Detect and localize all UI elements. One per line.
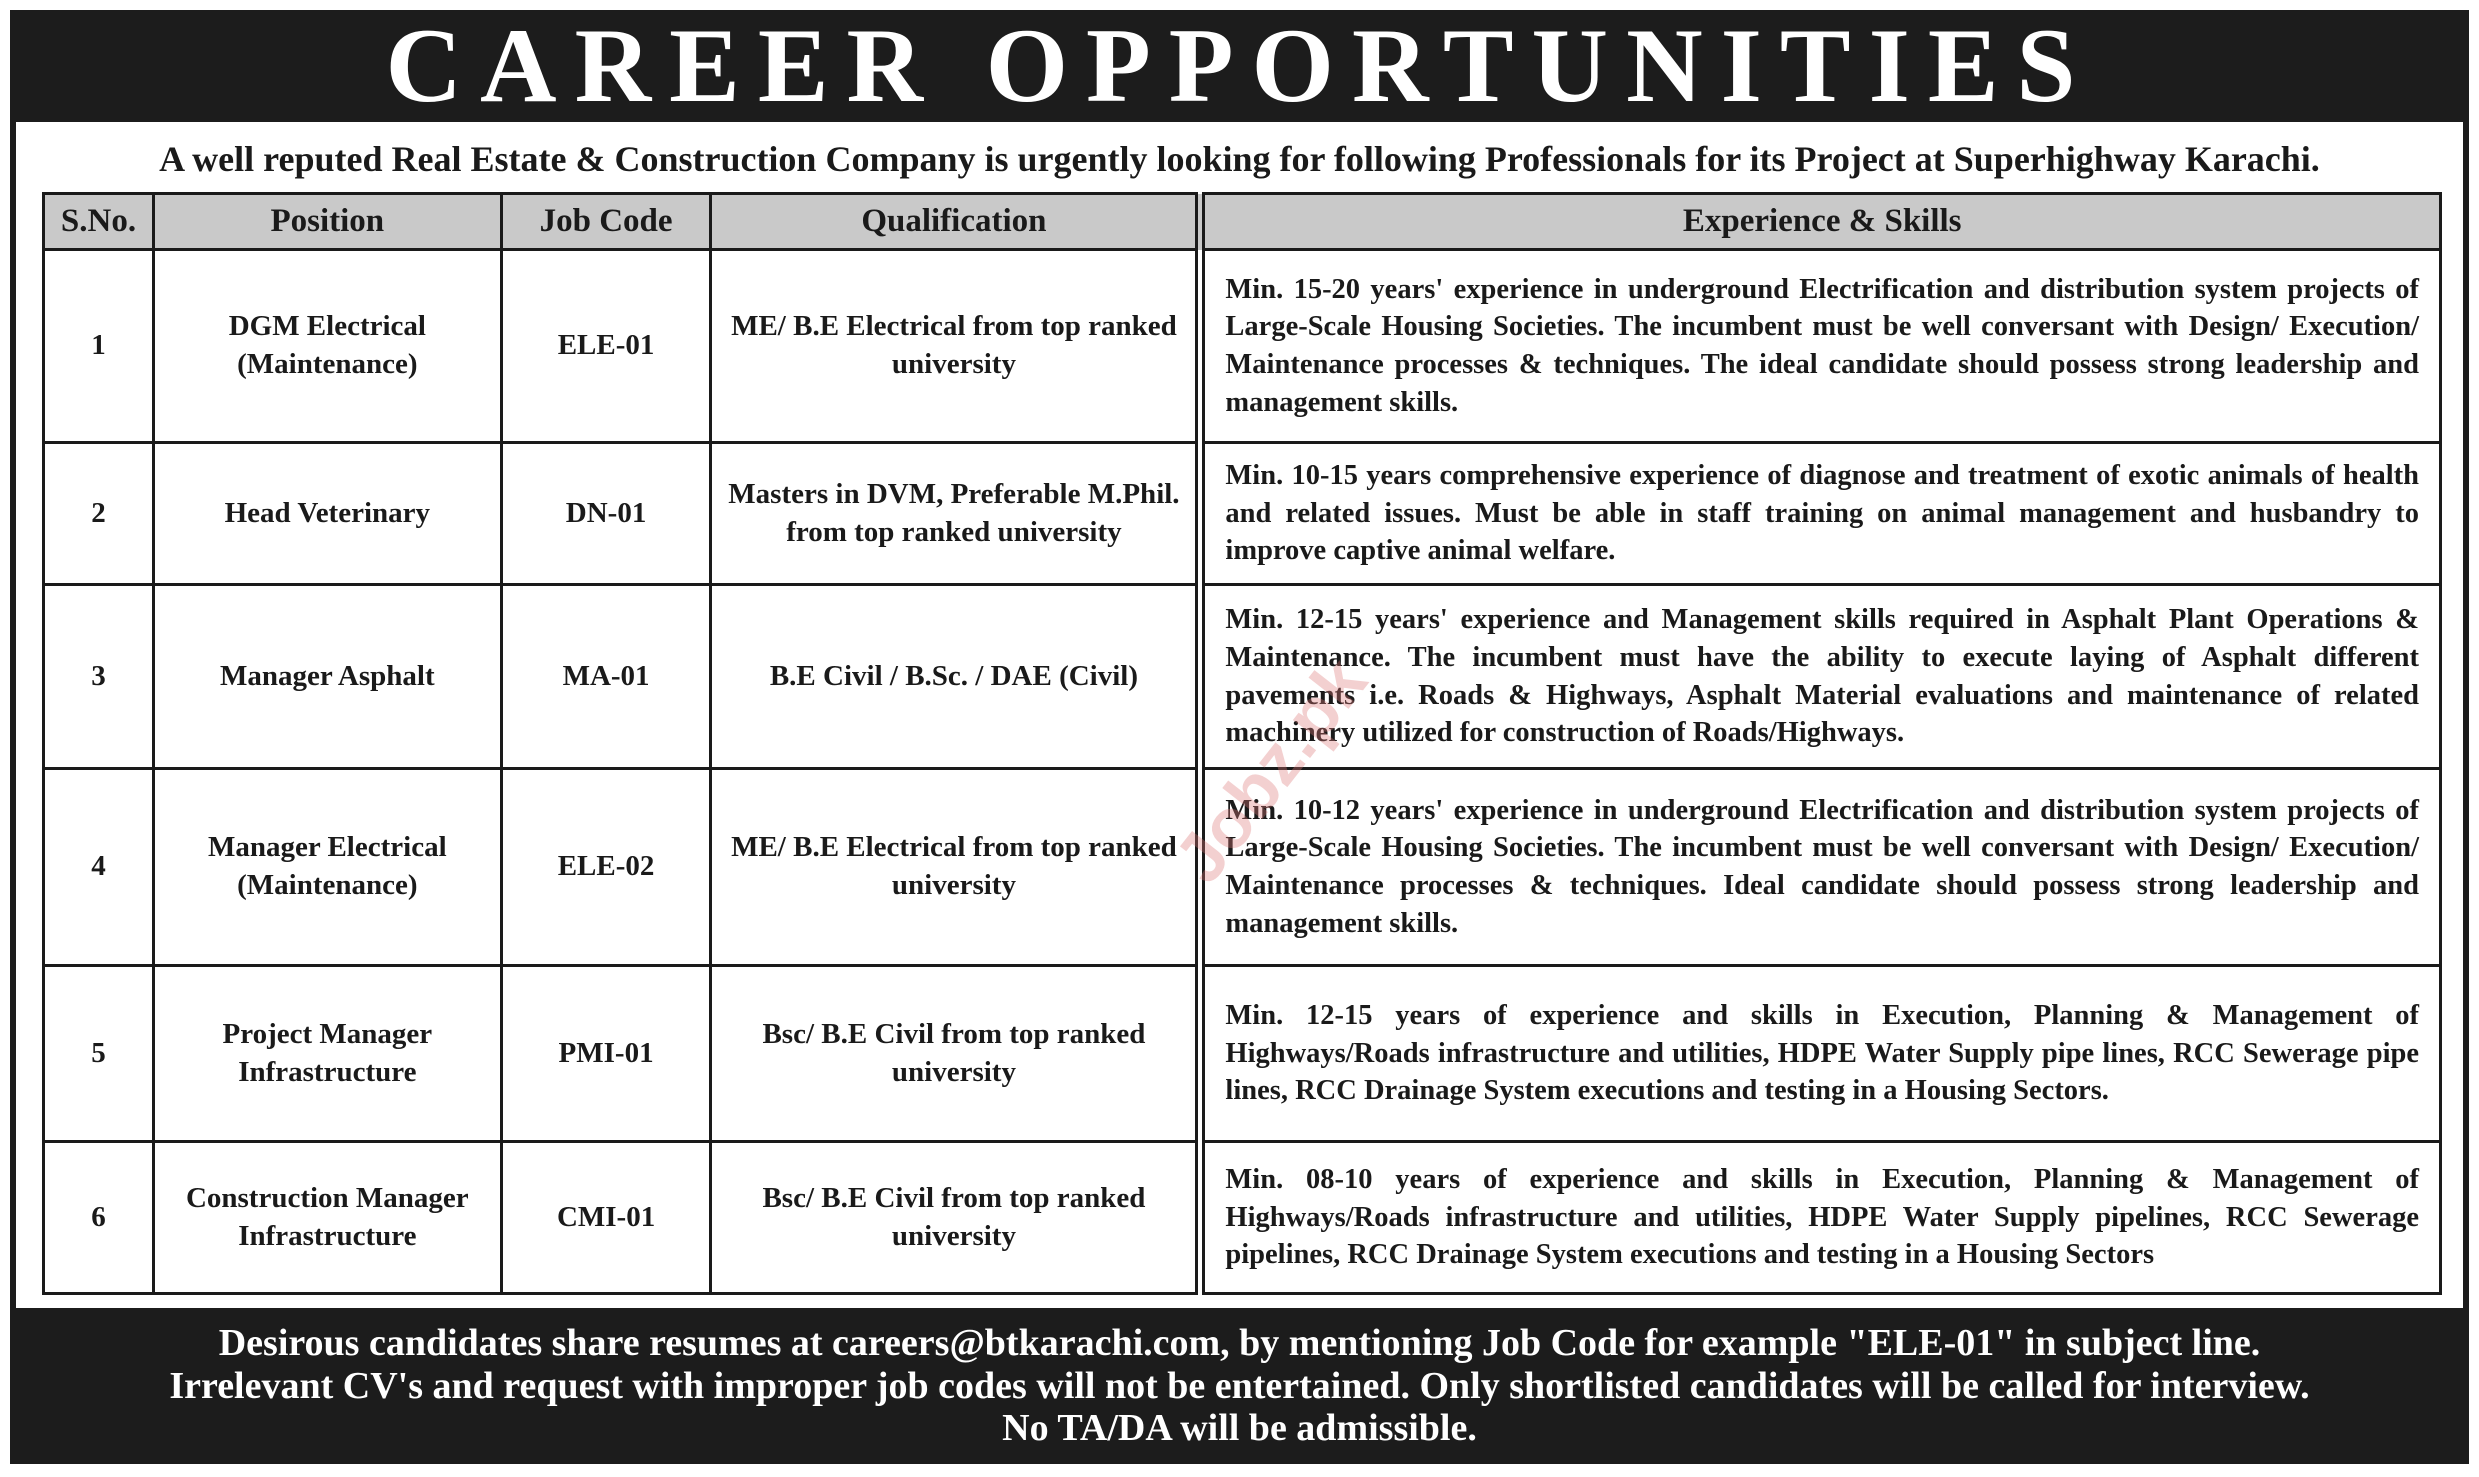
- title-banner: [10, 7, 2469, 124]
- table-row: [44, 443, 2441, 585]
- cell-position: Construction Manager Infrastructure: [153, 1142, 501, 1294]
- footer-banner: [10, 1308, 2469, 1464]
- cell-experience: Min. 10-15 years comprehensive experience of diagnose and treatment of exotic animals of health and related issues. Must be able in staff training on animal management and husbandry to improve captive animal welfare.: [1200, 443, 2440, 585]
- cell-job-code: DN-01: [501, 443, 711, 585]
- cell-sno: 5: [44, 966, 154, 1142]
- cell-sno: 6: [44, 1142, 154, 1294]
- header-job-code: Job Code: [501, 194, 711, 250]
- cell-position: Manager Electrical (Maintenance): [153, 769, 501, 966]
- cell-experience: Min. 08-10 years of experience and skills in Execution, Planning & Management of Highways/Roads infrastructure and utilities, HDPE Water Supply pipelines, RCC Sewerage pipelines, RCC Drainage System executions and testing in a Housing Sectors: [1200, 1142, 2440, 1294]
- cell-experience: Min. 12-15 years of experience and skills in Execution, Planning & Management of Highways/Roads infrastructure and utilities, HDPE Water Supply pipe lines, RCC Sewerage pipe lines, RCC Drainage System executions and testing in a Housing Sectors.: [1200, 966, 2440, 1142]
- ad-body: [10, 122, 2469, 1322]
- table-row: [44, 769, 2441, 966]
- footer-line-notice: Irrelevant CV's and request with improper job codes will not be entertained. Only shortlisted candidates will be called for interview.: [169, 1364, 2310, 1407]
- cell-position: DGM Electrical (Maintenance): [153, 250, 501, 443]
- table-header-row: [44, 194, 2441, 250]
- cell-experience: Min. 10-12 years' experience in underground Electrification and distribution system projects of Large-Scale Housing Societies. The incumbent must be well conversant with Design/ Execution/ Maintenance processes & techniques. Ideal candidate should possess strong leadership and management skills.: [1200, 769, 2440, 966]
- header-position: Position: [153, 194, 501, 250]
- footer-line-tada: No TA/DA will be admissible.: [1002, 1407, 1477, 1450]
- table-row: [44, 1142, 2441, 1294]
- table-row: [44, 585, 2441, 769]
- cell-position: Project Manager Infrastructure: [153, 966, 501, 1142]
- table-row: [44, 966, 2441, 1142]
- cell-qualification: Bsc/ B.E Civil from top ranked university: [711, 1142, 1200, 1294]
- cell-qualification: B.E Civil / B.Sc. / DAE (Civil): [711, 585, 1200, 769]
- cell-qualification: ME/ B.E Electrical from top ranked university: [711, 250, 1200, 443]
- table-row: [44, 250, 2441, 443]
- page-title: CAREER OPPORTUNITIES: [385, 7, 2094, 124]
- cell-qualification: ME/ B.E Electrical from top ranked university: [711, 769, 1200, 966]
- positions-table: [42, 192, 2442, 1295]
- watermark: Jobz.pk: [1159, 643, 1382, 897]
- cell-sno: 1: [44, 250, 154, 443]
- job-advertisement: [10, 7, 2469, 1464]
- intro-text: A well reputed Real Estate & Construction Company is urgently looking for following Professionals for its Project at Superhighway Karachi.: [159, 139, 2320, 179]
- cell-sno: 2: [44, 443, 154, 585]
- cell-sno: 3: [44, 585, 154, 769]
- header-experience: Experience & Skills: [1200, 194, 2440, 250]
- header-qualification: Qualification: [711, 194, 1200, 250]
- cell-sno: 4: [44, 769, 154, 966]
- header-sno: S.No.: [44, 194, 154, 250]
- cell-position: Head Veterinary: [153, 443, 501, 585]
- cell-job-code: MA-01: [501, 585, 711, 769]
- cell-position: Manager Asphalt: [153, 585, 501, 769]
- cell-job-code: ELE-01: [501, 250, 711, 443]
- cell-qualification: Bsc/ B.E Civil from top ranked university: [711, 966, 1200, 1142]
- cell-job-code: ELE-02: [501, 769, 711, 966]
- cell-job-code: CMI-01: [501, 1142, 711, 1294]
- cell-experience: Min. 15-20 years' experience in underground Electrification and distribution system projects of Large-Scale Housing Societies. The incumbent must be well conversant with Design/ Execution/ Maintenance processes & techniques. The ideal candidate should possess strong leadership and management skills.: [1200, 250, 2440, 443]
- cell-job-code: PMI-01: [501, 966, 711, 1142]
- cell-qualification: Masters in DVM, Preferable M.Phil. from top ranked university: [711, 443, 1200, 585]
- footer-line-apply: Desirous candidates share resumes at careers@btkarachi.com, by mentioning Job Code for example "ELE-01" in subject line.: [218, 1321, 2261, 1364]
- cell-experience: Min. 12-15 years' experience and Management skills required in Asphalt Plant Operations & Maintenance. The incumbent must have the ability to execute laying of Asphalt different pavements i.e. Roads & Highways, Asphalt Material evaluations and maintenance of related machinery utilized for construction of Roads/Highways.: [1200, 585, 2440, 769]
